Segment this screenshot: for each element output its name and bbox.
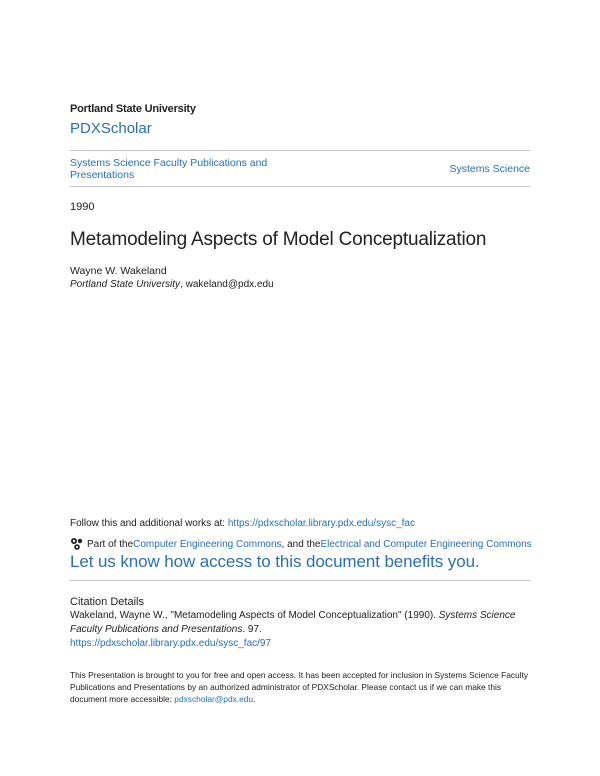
contact-email-link[interactable]: pdxscholar@pdx.edu bbox=[174, 694, 254, 704]
citation-heading: Citation Details bbox=[70, 596, 144, 608]
citation-body bbox=[70, 609, 530, 651]
document-title: Metamodeling Aspects of Model Conceptualization bbox=[70, 229, 487, 250]
affiliation-text: Portland State University bbox=[70, 279, 181, 290]
computer-engineering-commons-link[interactable]: Computer Engineering Commons bbox=[133, 538, 282, 550]
section-divider bbox=[70, 580, 530, 581]
part-of-prefix: Part of the bbox=[87, 538, 134, 550]
follow-text: Follow this and additional works at: bbox=[70, 518, 228, 529]
publication-year: 1990 bbox=[70, 201, 95, 213]
access-statement-end: . bbox=[253, 694, 256, 704]
collection-link[interactable]: Systems Science Faculty Publications and Presentations bbox=[70, 157, 268, 181]
commons-network-icon bbox=[70, 537, 84, 551]
pdxscholar-link[interactable]: PDXScholar bbox=[70, 120, 152, 137]
citation-series: Systems Science Faculty Publications and Presentations bbox=[70, 610, 516, 635]
part-of-line bbox=[70, 537, 532, 551]
electrical-computer-engineering-commons-link[interactable]: Electrical and Computer Engineering Commons bbox=[320, 538, 532, 550]
header-divider-bottom bbox=[70, 186, 530, 187]
citation-number: . 97. bbox=[242, 624, 262, 635]
follow-line bbox=[70, 518, 415, 529]
follow-url-link[interactable]: https://pdxscholar.library.pdx.edu/sysc_fac bbox=[227, 518, 415, 529]
part-of-middle: , and the bbox=[281, 538, 321, 550]
department-link[interactable]: Systems Science bbox=[449, 163, 530, 175]
author-name: Wayne W. Wakeland bbox=[70, 265, 167, 277]
access-statement bbox=[70, 669, 540, 705]
university-name: Portland State University bbox=[70, 103, 196, 115]
citation-url-link[interactable]: https://pdxscholar.library.pdx.edu/sysc_fac/97 bbox=[70, 638, 272, 649]
access-statement-text: This Presentation is brought to you for free and open access. It has been accepted for inclusion in Systems Science Faculty Publications and Presentations by an authorized administrator of PDXScholar. Please contact us if we can make this document more accessible: bbox=[70, 670, 529, 704]
header-divider-top bbox=[70, 150, 530, 151]
author-affiliation bbox=[70, 279, 274, 290]
author-email: , wakeland@pdx.edu bbox=[180, 279, 274, 290]
citation-text: Wakeland, Wayne W., "Metamodeling Aspects of Model Conceptualization" (1990). bbox=[70, 610, 439, 621]
let-us-know-link[interactable]: Let us know how access to this document benefits you. bbox=[70, 552, 480, 571]
